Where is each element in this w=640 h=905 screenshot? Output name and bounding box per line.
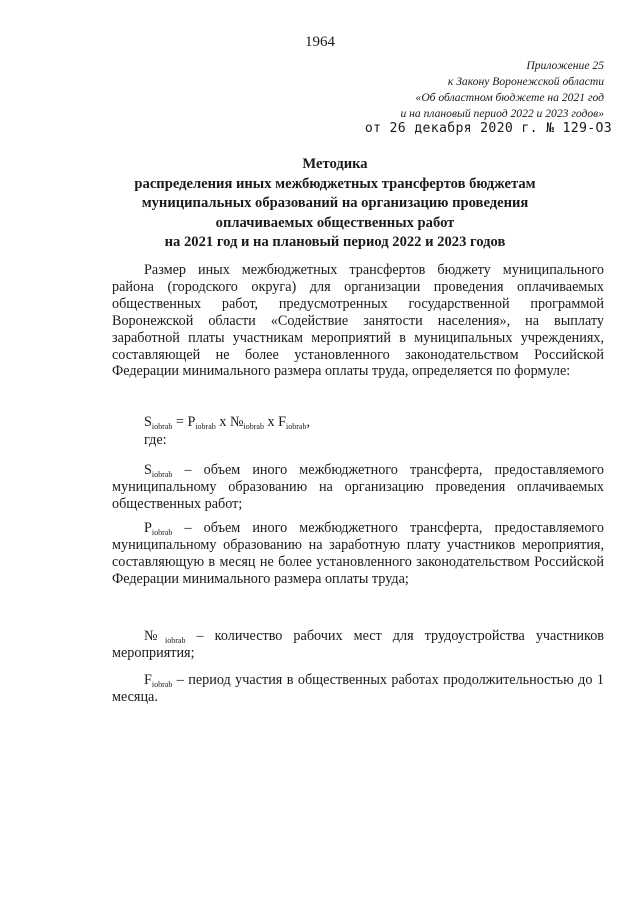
definition-symbol: F [144,672,152,688]
formula-subscript: iobrab [151,422,173,431]
title-line: муниципальных образований на организацию проведения [141,195,529,211]
formula-symbol: P [187,414,196,430]
formula-symbol: № [229,414,244,430]
appendix-line: к Закону Воронежской области [447,75,604,88]
definition-item [112,462,604,513]
definition-text: – объем иного межбюджетного трансферта, предоставляемого муниципальному образованию на организацию проведения оплачиваемых общественных работ; [112,462,604,512]
document-title [100,155,570,253]
title-line: на 2021 год и на плановый период 2022 и 2023 годов [164,234,506,250]
appendix-line: «Об областном бюджете на 2021 год [415,91,604,104]
law-date-stamp: от 26 декабря 2020 г. № 129-ОЗ [364,121,612,136]
definition-subscript: iobrab [151,680,173,689]
definition-item [112,520,604,588]
definition-item [112,672,604,706]
formula-operator: x [215,414,230,430]
definition-subscript: iobrab [165,636,186,645]
formula-operator: = [172,414,188,430]
title-line: оплачиваемых общественных работ [215,214,455,231]
formula [144,414,310,431]
formula-subscript: iobrab [243,422,264,431]
definition-symbol: № [144,628,166,644]
definition-item [112,628,604,662]
formula-subscript: iobrab [195,422,216,431]
definition-symbol: S [144,462,152,478]
formula-symbol: F [278,414,287,430]
appendix-header [284,58,604,122]
formula-punct: , [306,414,310,430]
definition-text: – объем иного межбюджетного трансферта, предоставляемого муниципальному образованию на заработную плату участников мероприятия, составляющую в месяц не более установленного законодательством Российской Федерации минимального размера оплаты труда; [112,520,604,587]
definition-subscript: iobrab [151,528,173,537]
formula-operator: x [263,414,279,430]
formula-where: где: [144,432,167,448]
page-number: 1964 [305,34,335,50]
formula-subscript: iobrab [286,422,307,431]
definition-subscript: iobrab [151,470,173,479]
title-line: распределения иных межбюджетных трансфертов бюджетам [134,175,536,192]
definition-symbol: P [144,520,152,536]
definition-text: – период участия в общественных работах продолжительностью до 1 месяца. [112,672,604,705]
definition-text: – количество рабочих мест для трудоустройства участников мероприятия; [112,628,604,661]
intro-paragraph: Размер иных межбюджетных трансфертов бюджету муниципального района (городского округа) для организации проведения оплачиваемых общественных работ, предусмотренных государственной программой Воронежской области «Содействие занятости населения», на выплату заработной платы участникам мероприятий в муниципальных учреждениях, составляющей не более установленного законодательством Российской Федерации минимального размера оплаты труда, определяется по формуле: [112,262,604,380]
formula-symbol: S [144,414,152,430]
appendix-line: Приложение 25 [526,59,604,72]
appendix-line: и на плановый период 2022 и 2023 годов» [400,107,604,120]
title-line: Методика [302,156,368,172]
